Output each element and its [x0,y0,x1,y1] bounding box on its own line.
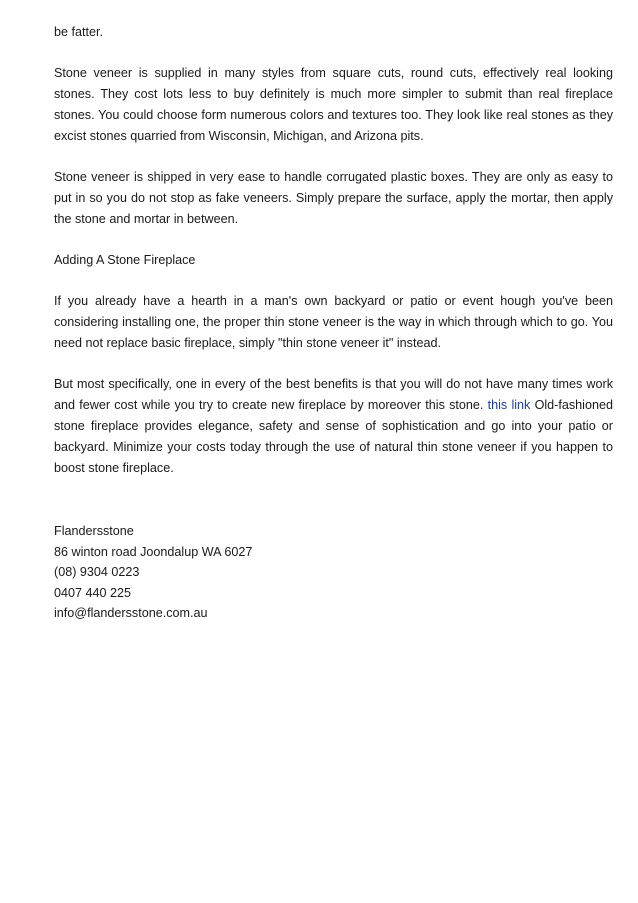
this-link[interactable]: this link [487,398,531,412]
paragraph-hearth: If you already have a hearth in a man's own backyard or patio or event hough you've been considering installing one, the proper thin stone veneer is the way in which through which to go. You need not replace basic fireplace, simply "thin stone veneer it" instead. [54,294,613,350]
document-page [54,22,613,624]
mobile-number: 0407 440 225 [54,585,132,600]
paragraph-benefits [54,374,613,479]
benefits-text-before: But most specifically, one in every of the best benefits is that you will do not have many times work and fewer cost while you try to create new fireplace by moreover this stone. [54,377,613,412]
company-name: Flandersstone [54,524,134,538]
phone-number: (08) 9304 0223 [54,565,140,579]
intro-fragment: be fatter. [54,25,104,39]
section-heading: Adding A Stone Fireplace [54,253,196,267]
paragraph-styles: Stone veneer is supplied in many styles from square cuts, round cuts, effectively real looking stones. They cost lots less to buy definitely is much more simpler to submit than real fireplace stones. You could choose form numerous colors and textures too. They look like real stones as they excist stones quarried from Wisconsin, Michigan, and Arizona pits. [54,66,613,143]
contact-block [54,521,613,624]
paragraph-shipping: Stone veneer is shipped in very ease to handle corrugated plastic boxes. They are only as easy to put in so you do not stop as fake veneers. Simply prepare the surface, apply the mortar, then apply the stone and mortar in between. [54,170,613,226]
email-address: info@flandersstone.com.au [54,606,208,620]
company-address: 86 winton road Joondalup WA 6027 [54,544,253,559]
benefits-text-after: Old-fashioned stone fireplace provides elegance, safety and sense of sophistication and go into your patio or backyard. Minimize your costs today through the use of natural thin stone veneer if you happen to boost stone fireplace. [54,398,613,475]
